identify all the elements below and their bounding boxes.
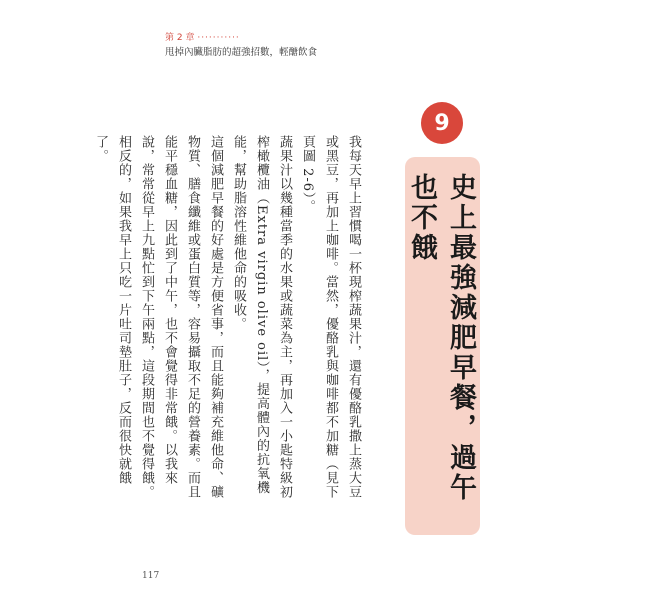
paragraph: 相反的，如果我早上只吃一片吐司墊肚子，反而很快就餓了。 — [93, 135, 131, 485]
chapter-dots: ··········· — [197, 33, 240, 43]
chapter-label — [165, 30, 240, 43]
chapter-number: 第 2 章 — [165, 33, 195, 43]
section-number-badge — [421, 102, 463, 144]
section-number: 9 — [434, 110, 450, 136]
paragraph: 我每天早上習慣喝一杯現榨蔬果汁，還有優酪乳撒上蒸大豆或黑豆，再加上咖啡。當然，優酪乳與咖啡都不加糖（見下頁圖 2-6）。 — [300, 135, 361, 499]
page-number: 117 — [142, 571, 160, 581]
paragraph: 蔬果汁以幾種當季的水果或蔬菜為主，再加入一小匙特級初榨橄欖油（Extra virgin olive oil），提高體內的抗氧機能，幫助脂溶性維他命的吸收。 — [231, 135, 292, 499]
paragraph: 這個減肥早餐的好處是方便省事，而且能夠補充維他命、礦物質、膳食纖維或蛋白質等，容易攝取不足的營養素。而且能平穩血糖，因此到了中午，也不會覺得非常餓。以我來說，常常從早上九點忙到下午兩點，這段期間也不覺得餓。 — [139, 135, 223, 499]
section-title: 史上最強減肥早餐，過午也不餓 — [406, 173, 476, 503]
chapter-subtitle: 甩掉內臟脂肪的超強招數，輕醣飲食 — [165, 47, 318, 58]
section-title-box — [405, 157, 480, 535]
body-text — [89, 135, 365, 505]
